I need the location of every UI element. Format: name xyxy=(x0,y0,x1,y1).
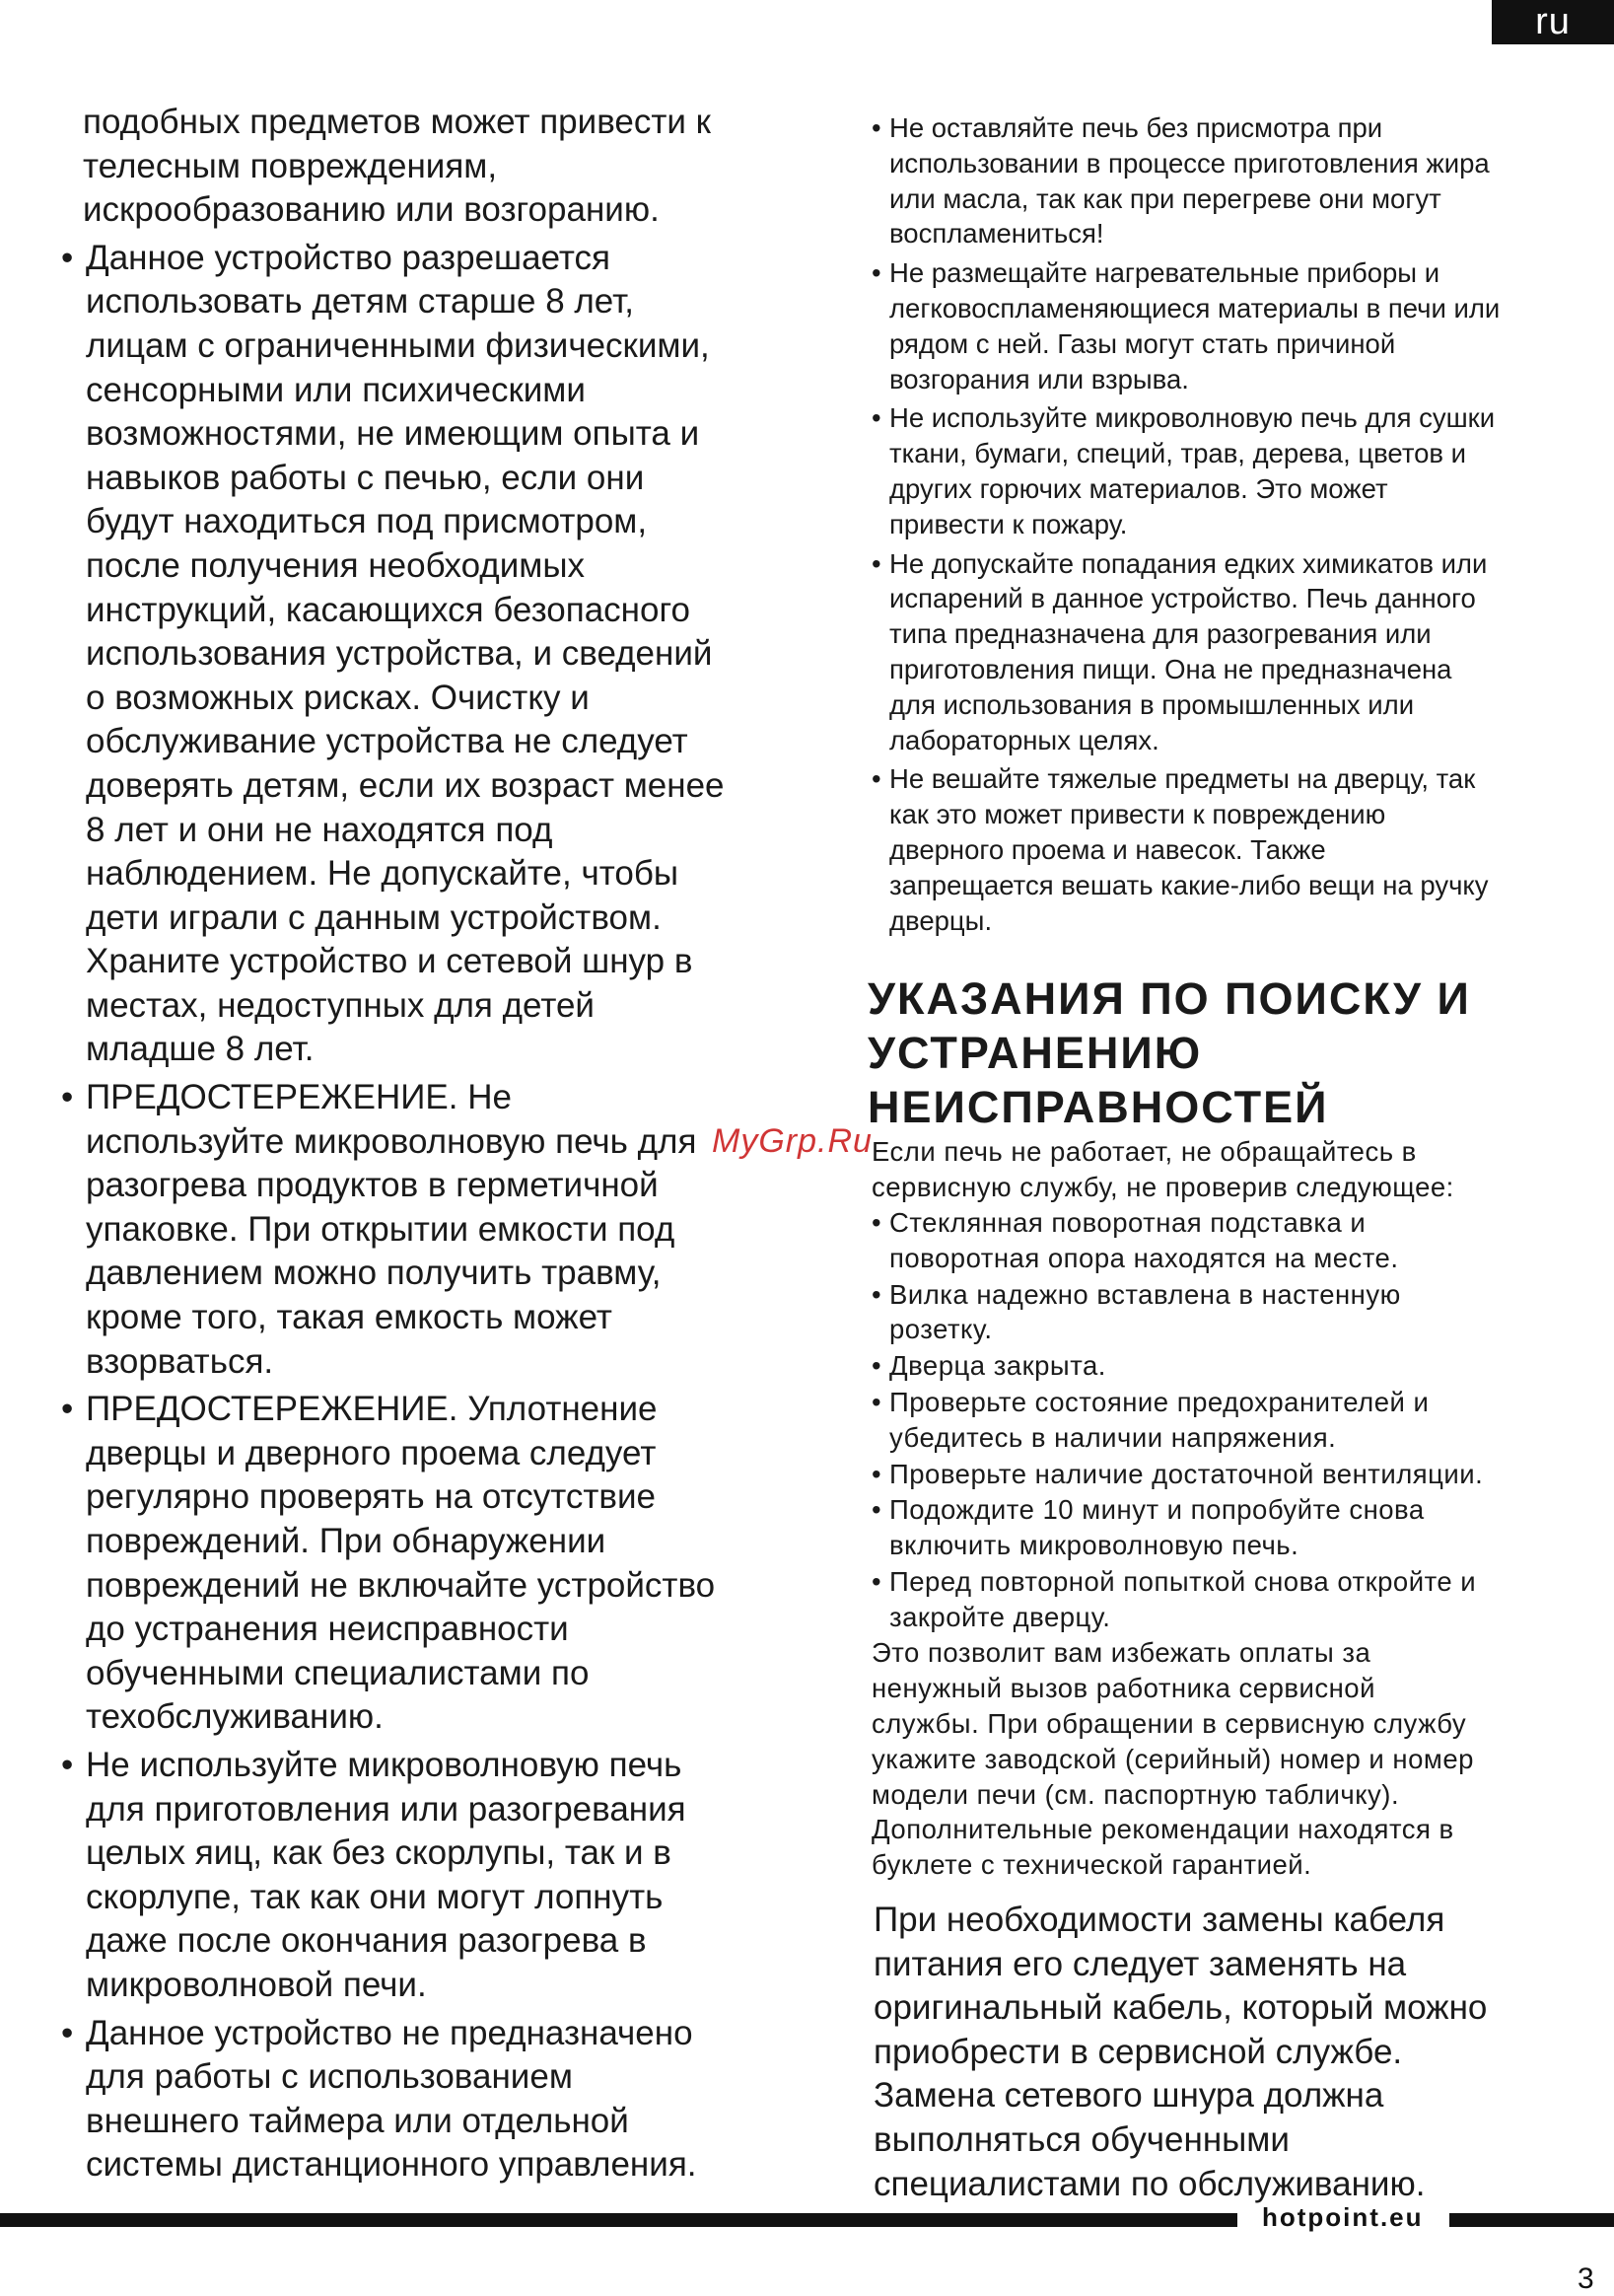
text-line: модели печи (см. паспортную табличку). xyxy=(872,1778,1400,1810)
text-line: взорваться. xyxy=(86,1341,274,1381)
text-line: как это может привести к повреждению xyxy=(889,799,1386,830)
text-line: Данное устройство разрешается xyxy=(86,238,610,277)
text-line: использовать детям старше 8 лет, xyxy=(86,282,634,322)
checklist-item xyxy=(868,1564,1614,1635)
text-line: Не используйте микроволновую печь xyxy=(86,1745,682,1784)
text-line: наблюдением. Не допускайте, чтобы xyxy=(86,854,679,894)
text-line: ткани, бумаги, специй, трав, дерева, цветов и xyxy=(889,438,1467,469)
text-line: Подождите 10 минут и попробуйте снова xyxy=(889,1494,1425,1526)
text-line: включить микроволновую печь. xyxy=(889,1530,1299,1561)
text-line: приобрести в сервисной службе. xyxy=(874,2032,1403,2071)
text-line: кроме того, такая емкость может xyxy=(86,1298,612,1337)
footer-divider-left xyxy=(0,2213,1237,2227)
text-line: Перед повторной попыткой снова откройте и xyxy=(889,1565,1477,1597)
cable-replacement-note xyxy=(868,1899,1614,2206)
text-line: искрообразованию или возгоранию. xyxy=(83,190,660,230)
text-line: телесным повреждениям, xyxy=(83,146,498,185)
text-line: повреждений не включайте устройство xyxy=(86,1565,716,1605)
bullet: • xyxy=(872,547,881,579)
text-line: использовании в процессе приготовления жира xyxy=(889,147,1490,179)
text-line: Не размещайте нагревательные приборы и xyxy=(889,257,1440,289)
safety-item-door-seal xyxy=(61,1388,840,1740)
safety-item-door-weight xyxy=(868,761,1614,938)
language-tab: ru xyxy=(1492,0,1614,44)
text-line: Дверца закрыта. xyxy=(889,1350,1106,1382)
bullet: • xyxy=(872,1206,882,1238)
text-line: даже после окончания разогрева в xyxy=(86,1921,647,1961)
text-line: 8 лет и они не находятся под xyxy=(86,810,553,849)
text-line: обученными специалистами по xyxy=(86,1653,590,1692)
text-line: дверцы и дверного проема следует xyxy=(86,1433,657,1472)
bullet: • xyxy=(61,238,74,277)
heading-line: УСТРАНЕНИЮ xyxy=(868,1028,1203,1079)
text-line: Это позволит вам избежать оплаты за xyxy=(872,1637,1371,1669)
text-line: для работы с использованием xyxy=(86,2057,573,2097)
text-line: закройте дверцу. xyxy=(889,1601,1111,1632)
text-line: Проверьте состояние предохранителей и xyxy=(889,1386,1430,1417)
safety-item-fat-oil xyxy=(868,110,1614,251)
text-line: лицам с ограниченными физическими, xyxy=(86,325,710,365)
safety-item-children xyxy=(61,237,840,1072)
bullet: • xyxy=(872,1386,882,1417)
text-line: использования устройства, и сведений xyxy=(86,634,713,674)
text-line: упаковке. При открытии емкости под xyxy=(86,1209,675,1249)
safety-item-drying xyxy=(868,400,1614,541)
bullet: • xyxy=(872,1494,882,1526)
text-line: Не оставляйте печь без присмотра при xyxy=(889,112,1383,143)
text-line: целых яиц, как без скорлупы, так и в xyxy=(86,1833,671,1873)
text-line: запрещается вешать какие-либо вещи на ручку xyxy=(889,869,1489,900)
text-line: после получения необходимых xyxy=(86,545,585,585)
text-line: доверять детям, если их возраст менее xyxy=(86,765,725,805)
text-line: Замена сетевого шнура должна xyxy=(874,2076,1384,2116)
text-line: специалистами по обслуживанию. xyxy=(874,2164,1426,2203)
heading-line: УКАЗАНИЯ ПО ПОИСКУ И xyxy=(868,973,1471,1025)
section-heading xyxy=(868,971,1614,1134)
text-line: используйте микроволновую печь для xyxy=(86,1121,697,1161)
text-line: Не допускайте попадания едких химикатов или xyxy=(889,547,1488,579)
text-line: Если печь не работает, не обращайтесь в xyxy=(872,1136,1417,1168)
text-line: оригинальный кабель, который можно xyxy=(874,1988,1488,2028)
text-line: разогрева продуктов в герметичной xyxy=(86,1166,659,1205)
bullet: • xyxy=(61,2013,74,2052)
text-line: убедитесь в наличии напряжения. xyxy=(889,1421,1337,1453)
text-line: Не вешайте тяжелые предметы на дверцу, так xyxy=(889,763,1476,795)
service-note xyxy=(868,1635,1614,1883)
text-line: для использования в промышленных или xyxy=(889,688,1415,720)
text-line: поворотная опора находятся на месте. xyxy=(889,1242,1399,1273)
safety-item-external-timer xyxy=(61,2012,840,2188)
watermark: MyGrp.Ru xyxy=(712,1122,873,1160)
footer-brand: hotpoint.eu xyxy=(1262,2202,1424,2232)
page-number: 3 xyxy=(1578,2262,1594,2295)
bullet: • xyxy=(872,1565,882,1597)
checklist-item xyxy=(868,1348,1614,1384)
text-line: лабораторных целях. xyxy=(889,724,1159,755)
text-line: давлением можно получить травму, xyxy=(86,1254,662,1293)
text-line: скорлупе, так как они могут лопнуть xyxy=(86,1877,664,1916)
heading-line: НЕИСПРАВНОСТЕЙ xyxy=(868,1082,1329,1133)
text-line: рядом с ней. Газы могут стать причиной xyxy=(889,327,1396,359)
text-line: выполняться обученными xyxy=(874,2120,1290,2160)
bullet: • xyxy=(872,112,881,143)
text-line: для приготовления или разогревания xyxy=(86,1789,686,1829)
text-line: типа предназначена для разогревания или xyxy=(889,618,1432,650)
text-line: возгорания или взрыва. xyxy=(889,363,1189,395)
text-line: Дополнительные рекомендации находятся в xyxy=(872,1814,1454,1845)
bullet: • xyxy=(872,1278,882,1310)
right-column xyxy=(868,110,1614,2206)
bullet: • xyxy=(872,1350,882,1382)
checklist-item xyxy=(868,1492,1614,1563)
checklist-item xyxy=(868,1277,1614,1348)
text-line: внешнего таймера или отдельной xyxy=(86,2101,629,2140)
text-line: младше 8 лет. xyxy=(86,1030,315,1069)
text-line: повреждений. При обнаружении xyxy=(86,1522,606,1560)
intro-paragraph xyxy=(61,101,840,233)
text-line: дети играли с данным устройством. xyxy=(86,897,662,937)
bullet: • xyxy=(872,402,881,434)
text-line: или масла, так как при перегреве они могут xyxy=(889,182,1441,214)
text-line: дверцы. xyxy=(889,904,993,936)
text-line: буклете с технической гарантией. xyxy=(872,1849,1312,1881)
text-line: навыков работы с печью, если они xyxy=(86,458,645,497)
text-line: ПРЕДОСТЕРЕЖЕНИЕ. Не xyxy=(86,1078,512,1117)
checklist-item xyxy=(868,1205,1614,1276)
safety-item-chemicals xyxy=(868,546,1614,758)
bullet: • xyxy=(872,1458,882,1489)
text-line: будут находиться под присмотром, xyxy=(86,502,648,541)
footer-divider-right xyxy=(1449,2213,1614,2227)
text-line: микроволновой печи. xyxy=(86,1965,427,2004)
text-line: Храните устройство и сетевой шнур в xyxy=(86,942,693,981)
text-line: регулярно проверять на отсутствие xyxy=(86,1477,656,1517)
checklist-item xyxy=(868,1457,1614,1492)
text-line: ПРЕДОСТЕРЕЖЕНИЕ. Уплотнение xyxy=(86,1390,658,1429)
text-line: дверного проема и навесок. Также xyxy=(889,833,1326,865)
bullet: • xyxy=(61,1078,74,1117)
bullet: • xyxy=(61,1390,74,1429)
text-line: других горючих материалов. Это может xyxy=(889,472,1388,504)
text-line: приготовления пищи. Она не предназначена xyxy=(889,653,1452,684)
text-line: привести к пожару. xyxy=(889,508,1128,539)
text-line: возможностями, не имеющим опыта и xyxy=(86,414,700,454)
text-line: воспламениться! xyxy=(889,218,1104,250)
text-line: обслуживание устройства не следует xyxy=(86,722,688,761)
text-line: Не используйте микроволновую печь для сушки xyxy=(889,402,1496,434)
text-line: Вилка надежно вставлена в настенную xyxy=(889,1278,1401,1310)
text-line: подобных предметов может привести к xyxy=(83,103,711,141)
text-line: ненужный вызов работника сервисной xyxy=(872,1673,1375,1704)
text-line: системы дистанционного управления. xyxy=(86,2145,697,2185)
text-line: питания его следует заменять на xyxy=(874,1944,1407,1983)
text-line: инструкций, касающихся безопасного xyxy=(86,590,690,629)
text-line: местах, недоступных для детей xyxy=(86,985,595,1025)
text-line: испарений в данное устройство. Печь данного xyxy=(889,583,1476,614)
bullet: • xyxy=(61,1745,74,1784)
text-line: Стеклянная поворотная подставка и xyxy=(889,1206,1367,1238)
text-line: Проверьте наличие достаточной вентиляции. xyxy=(889,1458,1484,1489)
bullet: • xyxy=(872,257,881,289)
text-line: укажите заводской (серийный) номер и номер xyxy=(872,1743,1474,1774)
text-line: сенсорными или психическими xyxy=(86,370,586,409)
text-line: о возможных рисках. Очистку и xyxy=(86,678,590,717)
safety-item-flammables xyxy=(868,255,1614,396)
text-line: до устранения неисправности xyxy=(86,1610,569,1649)
text-line: Данное устройство не предназначено xyxy=(86,2013,693,2052)
text-line: службы. При обращении в сервисную службу xyxy=(872,1708,1467,1740)
troubleshooting-intro xyxy=(868,1134,1614,1205)
text-line: техобслуживанию. xyxy=(86,1697,384,1737)
checklist-item xyxy=(868,1385,1614,1456)
text-line: При необходимости замены кабеля xyxy=(874,1901,1445,1940)
text-line: розетку. xyxy=(889,1314,993,1345)
text-line: легковоспламеняющиеся материалы в печи или xyxy=(889,292,1501,323)
safety-item-eggs xyxy=(61,1744,840,2008)
bullet: • xyxy=(872,763,881,795)
text-line: сервисную службу, не проверив следующее: xyxy=(872,1172,1454,1203)
